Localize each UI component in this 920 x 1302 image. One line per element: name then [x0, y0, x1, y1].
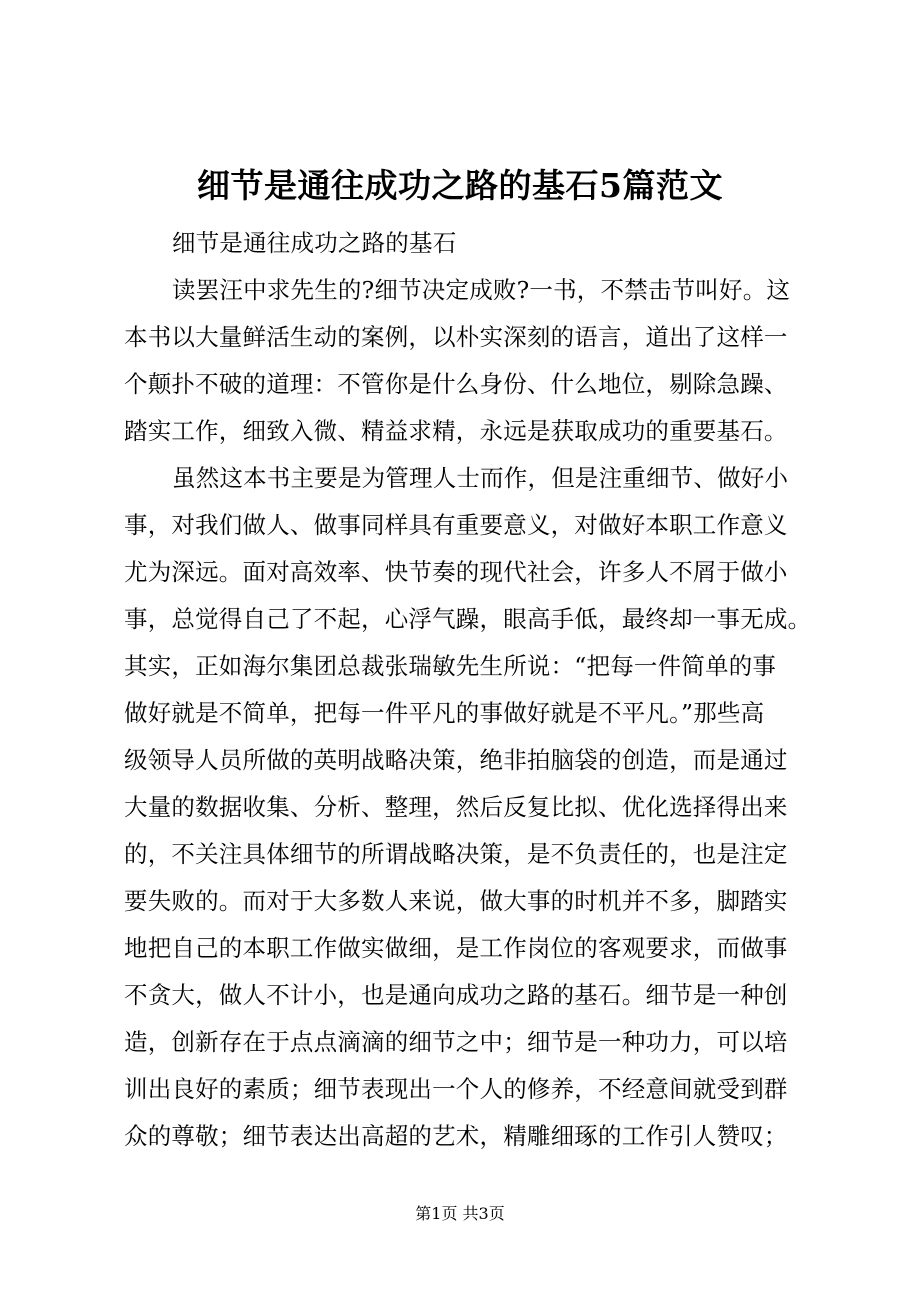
text-line: 大量的数据收集、分析、整理，然后反复比拟、优化选择得出来: [124, 793, 788, 821]
text-line: 事，对我们做人、做事同样具有重要意义，对做好本职工作意义: [124, 511, 788, 539]
subtitle-line: 细节是通往成功之路的基石: [172, 229, 457, 257]
text-line: 虽然这本书主要是为管理人士而作，但是注重细节、做好小: [172, 464, 789, 492]
text-line: 事，总觉得自己了不起，心浮气躁，眼高手低，最终却一事无成。: [124, 605, 812, 633]
text-line: 读罢汪中求先生的?细节决定成败?一书，不禁击节叫好。这: [172, 276, 791, 304]
text-line: 其实，正如海尔集团总裁张瑞敏先生所说：“把每一件简单的事: [124, 652, 777, 680]
text-line: 本书以大量鲜活生动的案例，以朴实深刻的语言，道出了这样一: [124, 323, 788, 351]
text-line: 众的尊敬；细节表达出高超的艺术，精雕细琢的工作引人赞叹；: [124, 1122, 788, 1150]
text-line: 不贪大，做人不计小，也是通向成功之路的基石。细节是一种创: [124, 981, 788, 1009]
text-line: 要失败的。而对于大多数人来说，做大事的时机并不多，脚踏实: [124, 887, 788, 915]
text-line: 级领导人员所做的英明战略决策，绝非拍脑袋的创造，而是通过: [124, 746, 788, 774]
text-line: 个颠扑不破的道理：不管你是什么身份、什么地位，剔除急躁、: [124, 370, 788, 398]
text-line: 地把自己的本职工作做实做细，是工作岗位的客观要求，而做事: [124, 934, 788, 962]
document-body: [124, 220, 824, 1160]
text-line: 尤为深远。面对高效率、快节奏的现代社会，许多人不屑于做小: [124, 558, 788, 586]
page-footer: 第1页 共3页: [415, 1204, 505, 1223]
text-line: 的，不关注具体细节的所谓战略决策，是不负责任的，也是注定: [124, 840, 788, 868]
text-line: 做好就是不简单，把每一件平凡的事做好就是不平凡。”那些高: [124, 699, 765, 727]
text-line: 训出良好的素质；细节表现出一个人的修养，不经意间就受到群: [124, 1075, 788, 1103]
text-line: 踏实工作，细致入微、精益求精，永远是获取成功的重要基石。: [124, 417, 788, 445]
page-title: 细节是通往成功之路的基石5篇范文: [197, 166, 723, 205]
text-line: 造，创新存在于点点滴滴的细节之中；细节是一种功力，可以培: [124, 1028, 788, 1056]
